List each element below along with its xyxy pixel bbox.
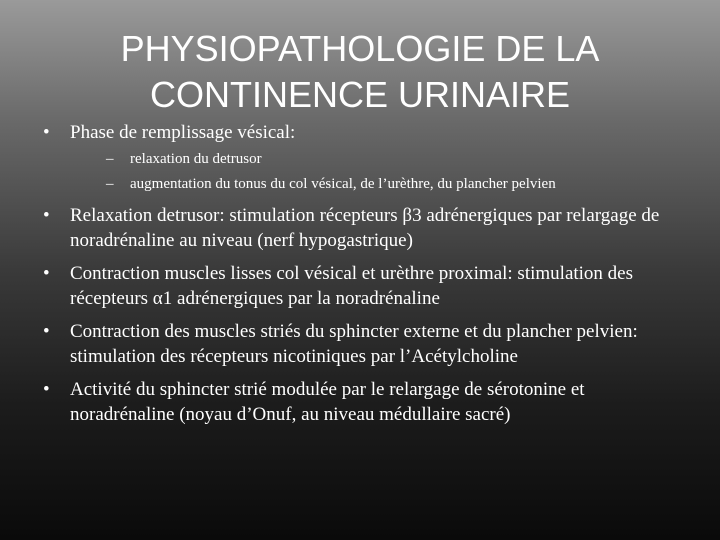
- sub-bullet-item: [70, 173, 680, 195]
- bullet-text: Activité du sphincter strié modulée par le relargage de sérotonine et noradrénaline (noyau d’Onuf, au niveau médullaire sacré): [70, 379, 585, 425]
- bullet-marker: •: [43, 205, 50, 226]
- bullet-list: [40, 120, 680, 427]
- bullet-item: [40, 377, 680, 427]
- bullet-item: [40, 120, 680, 195]
- bullet-text: Phase de remplissage vésical:: [70, 122, 296, 143]
- title-line-2: CONTINENCE URINAIRE: [149, 74, 571, 115]
- bullet-item: [40, 261, 680, 311]
- sub-bullet-marker: –: [106, 151, 114, 167]
- bullet-marker: •: [43, 122, 50, 143]
- bullet-item: [40, 203, 680, 253]
- slide-title: [40, 26, 680, 118]
- sub-bullet-item: [70, 148, 680, 170]
- sub-bullet-list: [70, 148, 680, 195]
- bullet-item: [40, 319, 680, 369]
- bullet-text: Contraction muscles lisses col vésical et urèthre proximal: stimulation des récepteurs α1 adrénergiques par la noradrénaline: [70, 263, 634, 309]
- title-line-1: PHYSIOPATHOLOGIE DE LA: [120, 28, 600, 69]
- sub-bullet-text: augmentation du tonus du col vésical, de l’urèthre, du plancher pelvien: [130, 176, 556, 192]
- bullet-marker: •: [43, 379, 50, 400]
- bullet-marker: •: [43, 321, 50, 342]
- sub-bullet-marker: –: [106, 176, 114, 192]
- bullet-marker: •: [43, 263, 50, 284]
- bullet-text: Contraction des muscles striés du sphincter externe et du plancher pelvien: stimulation des récepteurs nicotiniques par l’Acétylcholine: [70, 321, 638, 367]
- bullet-text: Relaxation detrusor: stimulation récepteurs β3 adrénergiques par relargage de noradrénaline au niveau (nerf hypogastrique): [70, 205, 660, 251]
- sub-bullet-text: relaxation du detrusor: [130, 151, 262, 167]
